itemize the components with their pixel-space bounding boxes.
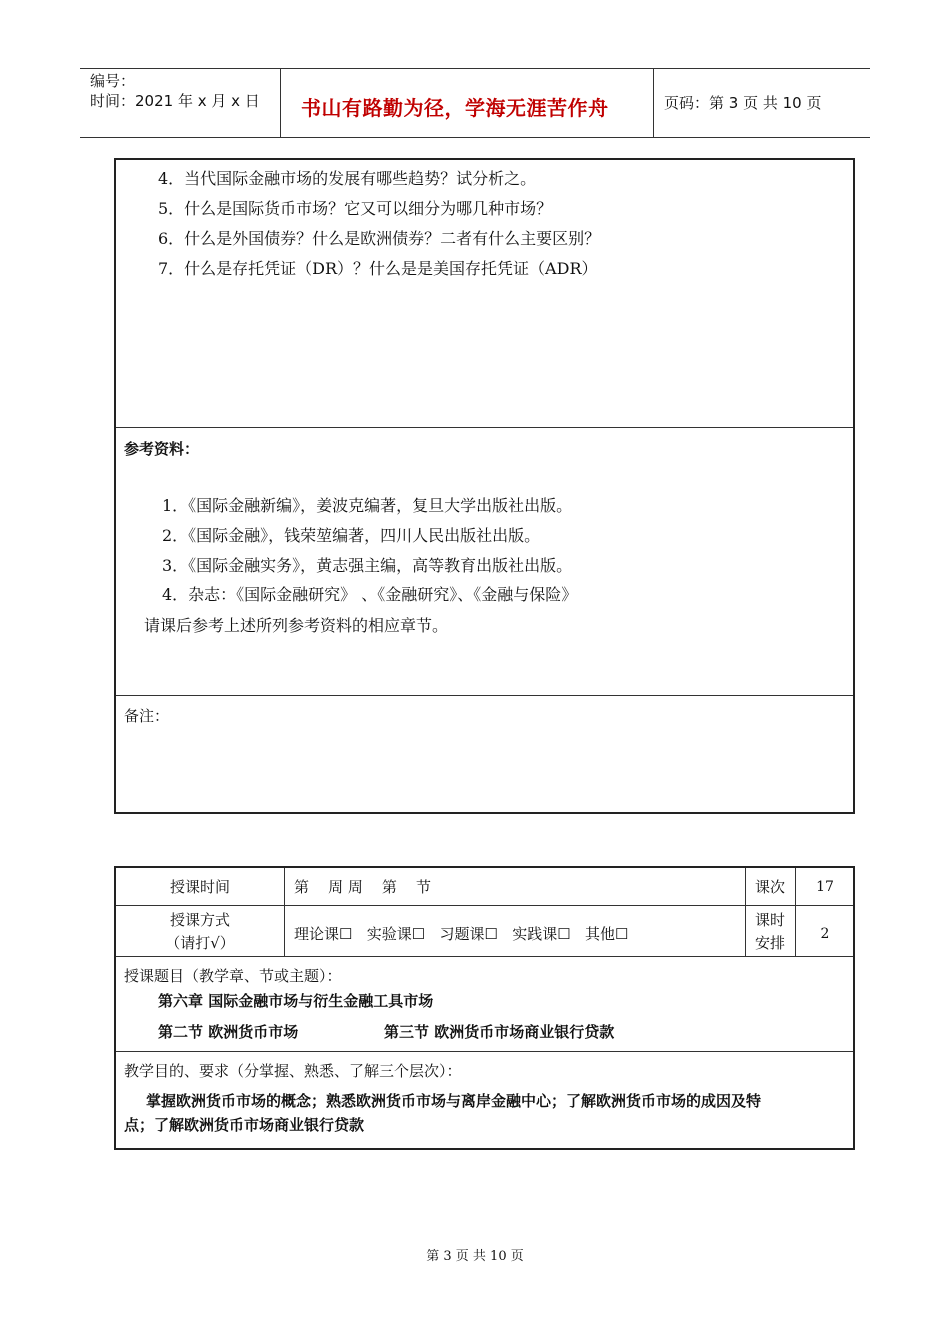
section-title: 第二节 欧洲货币市场	[158, 1023, 299, 1041]
question-item: 6．什么是外国债券？什么是欧洲债券？二者有什么主要区别？	[158, 229, 601, 248]
motto: 书山有路勤为径，学海无涯苦作舟	[301, 96, 609, 120]
section-title: 第三节 欧洲货币市场商业银行贷款	[384, 1023, 615, 1041]
class-hours-value: 2	[820, 926, 830, 942]
page-header	[80, 68, 870, 138]
teaching-method-label: 授课方式	[169, 911, 230, 929]
divider	[116, 695, 853, 696]
references-label: 参考资料：	[124, 440, 200, 458]
page-info-cell	[654, 69, 870, 137]
divider	[284, 868, 285, 956]
reference-item: 4．杂志：《国际金融研究》 、《金融研究》、《金融与保险》	[162, 585, 578, 604]
chapter-title: 第六章 国际金融市场与衍生金融工具市场	[158, 992, 434, 1010]
teaching-method-options: 理论课☐ 实验课☐ 习题课☐ 实践课☐ 其他☐	[294, 925, 629, 943]
lesson-time-value: 第 周 周 第 节	[294, 878, 431, 896]
goal-label: 教学目的、要求（分掌握、熟悉、了解三个层次）：	[124, 1062, 462, 1080]
question-item: 4．当代国际金融市场的发展有哪些趋势？试分析之。	[158, 169, 537, 188]
remarks-label: 备注：	[124, 707, 170, 725]
reference-item: 3．《国际金融实务》，黄志强主编，高等教育出版社出版。	[162, 556, 573, 575]
topic-label: 授课题目（教学章、节或主题）：	[124, 967, 342, 985]
class-hours-label: 课时	[754, 911, 785, 929]
header-meta-cell	[80, 69, 281, 137]
reference-item: 2．《国际金融》，钱荣堃编著，四川人民出版社出版。	[162, 526, 541, 545]
divider	[116, 905, 853, 906]
lesson-plan-table	[114, 866, 855, 1150]
page-footer: 第 3 页 共 10 页	[426, 1249, 524, 1264]
divider	[116, 1051, 853, 1052]
question-item: 5．什么是国际货币市场？它又可以细分为哪几种市场？	[158, 199, 553, 218]
class-hours-label-2: 安排	[754, 934, 785, 952]
number-label: 编号：	[90, 72, 136, 90]
references-note: 请课后参考上述所列参考资料的相应章节。	[144, 616, 449, 635]
goal-text: 点；了解欧洲货币市场商业银行贷款	[124, 1116, 365, 1134]
lesson-number-value: 17	[816, 879, 834, 895]
goal-text: 掌握欧洲货币市场的概念；熟悉欧洲货币市场与离岸金融中心；了解欧洲货币市场的成因及特	[146, 1092, 762, 1110]
lesson-time-label: 授课时间	[169, 878, 230, 896]
divider	[116, 427, 853, 428]
page-info: 页码：第 3 页 共 10 页	[664, 94, 822, 112]
time-label: 时间：2021 年 x 月 x 日	[90, 92, 260, 110]
question-item: 7．什么是存托凭证（DR）？什么是是美国存托凭证（ADR）	[158, 259, 598, 278]
lesson-number-label: 课次	[754, 878, 785, 896]
motto-cell	[281, 69, 654, 137]
teaching-method-hint: （请打√）	[165, 934, 235, 952]
questions-references-table	[114, 158, 855, 814]
divider	[116, 956, 853, 957]
reference-item: 1．《国际金融新编》，姜波克编著，复旦大学出版社出版。	[162, 496, 573, 515]
